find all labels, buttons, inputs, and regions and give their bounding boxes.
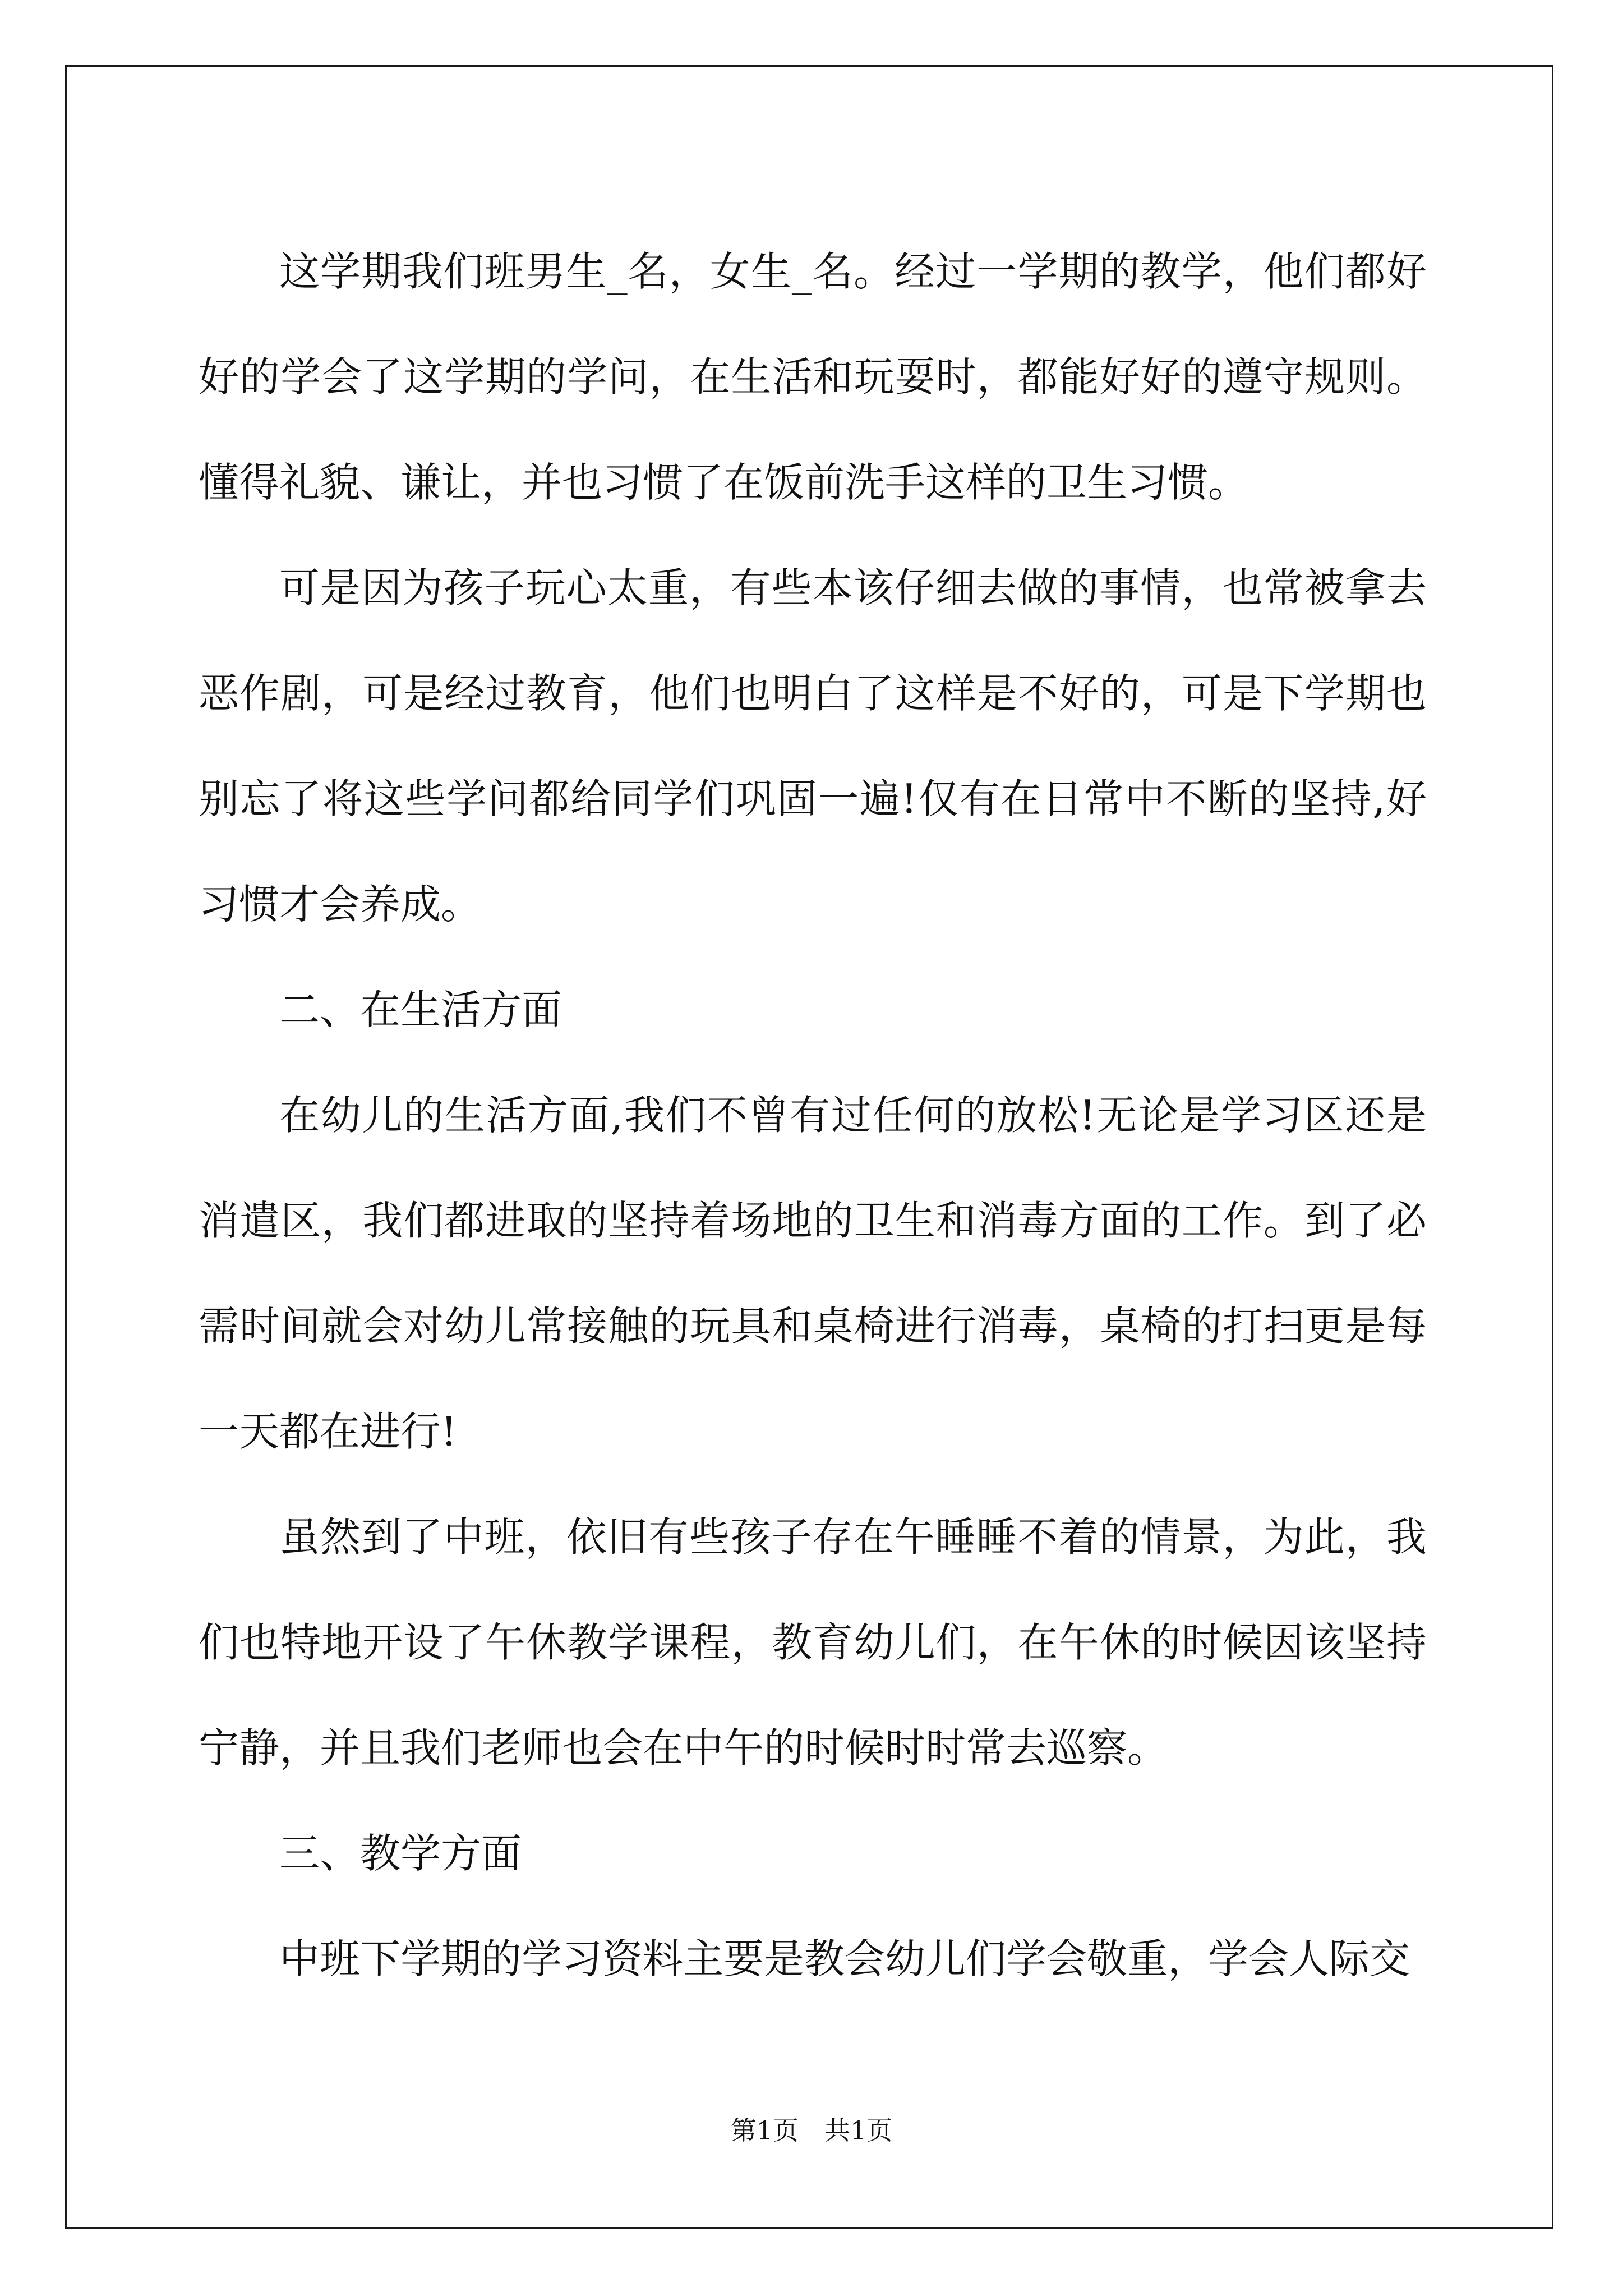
paragraph-play-habits: 可是因为孩子玩心太重，有些本该仔细去做的事情，也常被拿去恶作剧，可是经过教育，他们也明白了这样是不好的，可是下学期也别忘了将这些学问都给同学们巩固一遍!仅有在日常中不断的坚持,好习惯才会养成。 bbox=[199, 564, 1427, 928]
section-heading-life: 二、在生活方面 bbox=[279, 986, 562, 1033]
paragraph-hygiene: 在幼儿的生活方面,我们不曾有过任何的放松!无论是学习区还是消遣区，我们都进取的坚持着场地的卫生和消毒方面的工作。到了必需时间就会对幼儿常接触的玩具和桌椅进行消毒，桌椅的打扫更是每一天都在进行! bbox=[199, 1092, 1427, 1455]
paragraph-teaching: 中班下学期的学习资料主要是教会幼儿们学会敬重，学会人际交 bbox=[279, 1935, 1410, 1982]
page-number-footer: 第1页 共1页 bbox=[730, 2115, 893, 2146]
paragraph-class-summary: 这学期我们班男生_名，女生_名。经过一学期的教学，他们都好好的学会了这学期的学问，在生活和玩耍时，都能好好的遵守规则。懂得礼貌、谦让，并也习惯了在饭前洗手这样的卫生习惯。 bbox=[199, 248, 1427, 506]
paragraph-nap: 虽然到了中班，依旧有些孩子存在午睡睡不着的情景，为此，我们也特地开设了午休教学课程，教育幼儿们，在午休的时候因该坚持宁静，并且我们老师也会在中午的时候时时常去巡察。 bbox=[199, 1513, 1427, 1772]
document-body bbox=[199, 219, 1427, 2012]
section-heading-teaching: 三、教学方面 bbox=[279, 1830, 522, 1877]
